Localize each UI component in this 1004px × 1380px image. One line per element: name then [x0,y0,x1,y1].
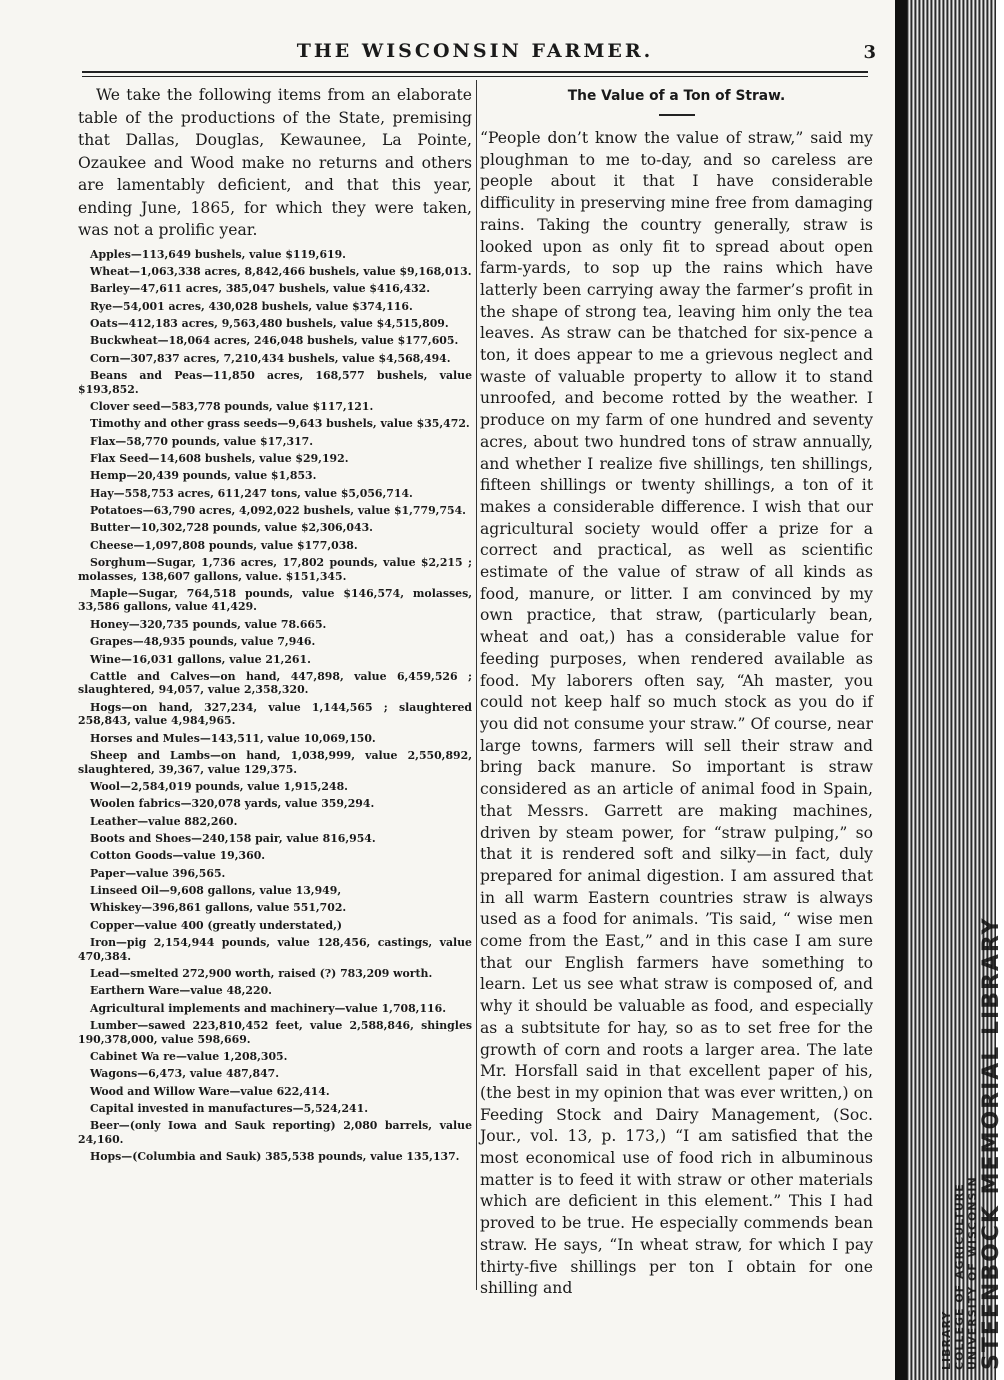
stat-item: Capital invested in manufactures—5,524,241. [90,1102,368,1116]
stamp-line-library: LIBRARY [940,1310,953,1370]
library-stamp [940,470,1004,1370]
stat-item: Corn—307,837 acres, 7,210,434 bushels, value $4,568,494. [90,351,451,365]
stat-item: Apples—113,649 bushels, value $119,619. [90,247,346,261]
page-header [80,40,876,74]
stat-item: Beans and Peas—11,850 acres, 168,577 bushels, value $193,852. [78,368,472,396]
page-number: 3 [863,42,876,63]
stat-item: Flax—58,770 pounds, value $17,317. [90,434,314,448]
stat-item: Wood and Willow Ware—value 622,414. [90,1084,330,1098]
stat-item: Lead—smelted 272,900 worth, raised (?) 783,209 worth. [90,967,433,981]
stat-item: Wine—16,031 gallons, value 21,261. [90,652,311,666]
stat-item: Woolen fabrics—320,078 yards, value 359,294. [90,797,375,811]
stat-item: Grapes—48,935 pounds, value 7,946. [90,635,316,649]
stat-item: Whiskey—396,861 gallons, value 551,702. [90,901,347,915]
stat-item: Beer—(only Iowa and Sauk reporting) 2,080 barrels, value 24,160. [78,1119,472,1146]
article-body: “People don’t know the value of straw,” said my ploughman to me to-day, and so careless are people about it that I have considerable difficulity in preserving mine free from damaging rains. Taking the country generally, straw is looked upon as only fit to spread about open farm-yards, to sop up the rains which have latterly been carrying away the farmer’s profit in the shape of strong tea, leaving him only the tea leaves. As straw can be thatched for six-pence a ton, it does appear to me a grievous neglect and waste of valuable property to allow it to stand unroofed, and become rotted by the weather. I produce on my farm of one hundred and seventy acres, about two hundred tons of straw annually, and whether I realize five shillings, ten shillings, fifteen shillings or twenty shillings, a ton of it makes a considerable difference. I wish that our agricultural society would offer a prize for a correct and practical, as well as scientific estimate of the value of straw of all kinds as food, manure, or litter. I am convinced by my own practice, that straw, (particularly bean, wheat and oat,) has a considerable value for feeding purposes, when rendered available as food. My laborers often say, “Ah master, you could not keep half so much stock as you do if you did not consume your straw.” Of course, near large towns, farmers will sell their straw and bring back manure. So important is straw considered as an article of animal food in Spain, that Messrs. Garrett are making machines, driven by steam power, for “straw pulping,” so that it is rendered soft and silky—in fact, duly prepared for animal digestion. I am assured that in all warm Eastern countries straw is always used as a food for animals. ’Tis said, “ wise men come from the East,” and in this case I am sure that our English farmers have something to learn. Let us see what straw is composed of, and why it should be valuable as food, and especially as a subtsitute for hay, so as to set free for the growth of corn and roots a larger area. The late Mr. Horsfall said in that excellent paper of his, (the best in my opinion that was ever written,) on Feeding Stock and Dairy Management, (Soc. Jour., vol. 13, p. 173,) “I am satisfied that the most economical use of food rich in albuminous matter is to feed it with straw or other materials which are deficient in this element.” This I had proved to be true. He especially commends bean straw. He says, “In wheat straw, for which I pay thirty-five shillings per ton I obtain for one shilling and [480,129,873,1298]
stat-item: Copper—value 400 (greatly understated,) [90,918,343,932]
stat-item: Earthern Ware—value 48,220. [90,984,272,998]
column-divider [476,80,477,1290]
right-column [480,84,873,1300]
stat-item: Flax Seed—14,608 bushels, value $29,192. [90,451,349,465]
stat-item: Clover seed—583,778 pounds, value $117,121. [90,399,374,413]
stat-item: Timothy and other grass seeds—9,643 bushels, value $35,472. [90,417,470,431]
stat-item: Cotton Goods—value 19,360. [90,849,266,863]
stat-item: Iron—pig 2,154,944 pounds, value 128,456, castings, value 470,384. [78,936,472,963]
journal-title: THE WISCONSIN FARMER. [296,40,654,62]
stamp-line-university: UNIVERSITY OF WISCONSIN [966,1176,979,1370]
stat-item: Maple—Sugar, 764,518 pounds, value $146,574, molasses, 33,586 gallons, value 41,429. [78,586,472,614]
intro-paragraph: We take the following items from an elaborate table of the productions of the State, premising that Dallas, Douglas, Kewaunee, La Pointe, Ozaukee and Wood make no returns and others are lamentably deficient, and that this year, ending June, 1865, for which they were taken, was not a prolific year. [78,86,472,239]
article-title: The Value of a Ton of Straw. [567,88,786,104]
stat-item: Horses and Mules—143,511, value 10,069,150. [90,731,376,745]
stat-item: Barley—47,611 acres, 385,047 bushels, value $416,432. [90,282,431,296]
stat-item: Potatoes—63,790 acres, 4,092,022 bushels, value $1,779,754. [90,503,466,517]
stat-item: Boots and Shoes—240,158 pair, value 816,954. [90,832,376,846]
stat-item: Cattle and Calves—on hand, 447,898, value 6,459,526 ; slaughtered, 94,057, value 2,358,320. [78,669,472,697]
stat-item: Oats—412,183 acres, 9,563,480 bushels, value $4,515,809. [90,316,449,330]
stamp-line-college: COLLEGE OF AGRICULTURE [953,1183,966,1370]
stat-item: Wagons—6,473, value 487,847. [90,1067,280,1081]
stat-item: Leather—value 882,260. [90,814,238,828]
stat-item: Rye—54,001 acres, 430,028 bushels, value $374,116. [90,299,413,313]
stat-item: Hogs—on hand, 327,234, value 1,144,565 ; slaughtered 258,843, value 4,984,965. [78,700,472,728]
stamp-line-memorial: STEENBOCK MEMORIAL LIBRARY [979,916,1004,1370]
title-rule [659,114,695,116]
stat-item: Linseed Oil—9,608 gallons, value 13,949, [90,884,342,898]
stat-item: Hops—(Columbia and Sauk) 385,538 pounds, value 135,137. [90,1150,460,1164]
stat-item: Wool—2,584,019 pounds, value 1,915,248. [90,780,348,793]
production-stats-list [78,248,472,1164]
stat-item: Buckwheat—18,064 acres, 246,048 bushels, value $177,605. [90,334,459,348]
stat-item: Butter—10,302,728 pounds, value $2,306,043. [90,521,373,535]
header-rule-secondary [82,76,868,77]
stat-item: Paper—value 396,565. [90,866,226,880]
stat-item: Sheep and Lambs—on hand, 1,038,999, value 2,550,892, slaughtered, 39,367, value 129,375. [78,749,472,776]
header-rule [82,71,868,73]
binding-shadow [895,0,907,1380]
stat-item: Cabinet Wa re—value 1,208,305. [90,1050,288,1063]
stat-item: Wheat—1,063,338 acres, 8,842,466 bushels, value $9,168,013. [90,264,472,278]
stat-item: Sorghum—Sugar, 1,736 acres, 17,802 pounds, value $2,215 ; molasses, 138,607 gallons, value. $151,345. [78,555,472,583]
stat-item: Honey—320,735 pounds, value 78.665. [90,617,327,631]
stat-item: Lumber—sawed 223,810,452 feet, value 2,588,846, shingles 190,378,000, value 598,669. [78,1019,472,1046]
stat-item: Hay—558,753 acres, 611,247 tons, value $5,056,714. [90,486,413,500]
stat-item: Cheese—1,097,808 pounds, value $177,038. [90,538,358,552]
stat-item: Agricultural implements and machinery—value 1,708,116. [90,1001,446,1015]
left-column [78,84,472,1168]
stat-item: Hemp—20,439 pounds, value $1,853. [90,469,317,483]
